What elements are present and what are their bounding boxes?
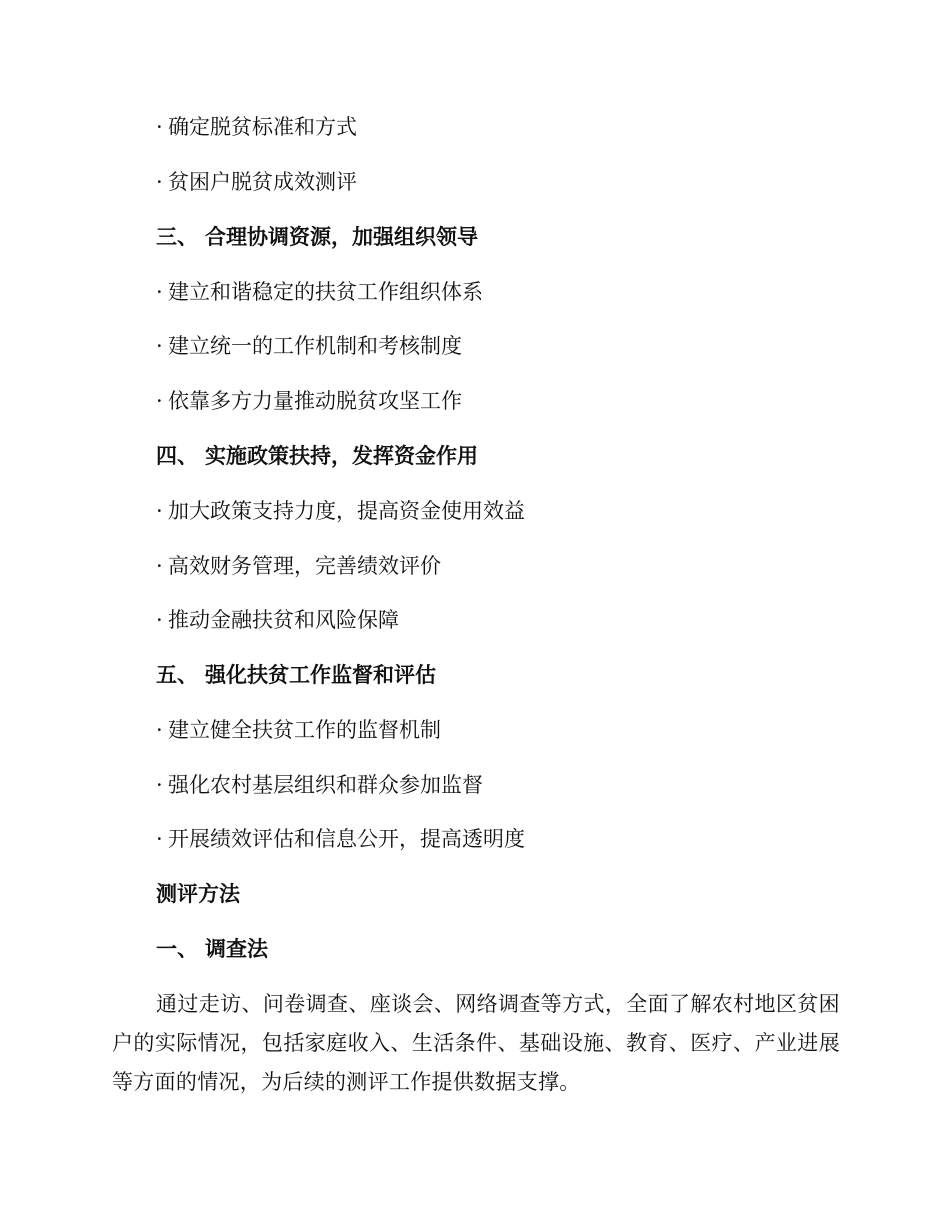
- heading-number: 三、: [156, 225, 198, 249]
- bullet-marker: ·: [156, 608, 163, 632]
- section-heading: [156, 441, 478, 471]
- bullet-text: 加大政策支持力度，提高资金使用效益: [168, 499, 525, 523]
- bullet-item: [156, 386, 462, 416]
- bullet-marker: ·: [156, 334, 163, 358]
- bullet-marker: ·: [156, 115, 163, 139]
- bullet-text: 开展绩效评估和信息公开，提高透明度: [168, 827, 525, 851]
- bullet-item: [156, 167, 357, 197]
- heading-number: 五、: [156, 663, 198, 687]
- bullet-marker: ·: [156, 280, 163, 304]
- heading-text: 调查法: [205, 937, 268, 961]
- bullet-item: [156, 824, 525, 854]
- bullet-item: [156, 551, 441, 581]
- bullet-item: [156, 605, 399, 635]
- bullet-text: 贫困户脱贫成效测评: [168, 170, 357, 194]
- heading-text: 合理协调资源，加强组织领导: [205, 225, 478, 249]
- bullet-item: [156, 277, 483, 307]
- bullet-text: 依靠多方力量推动脱贫攻坚工作: [168, 389, 462, 413]
- section-heading: [156, 934, 268, 964]
- bullet-item: [156, 331, 462, 361]
- section-heading: [156, 222, 478, 252]
- bullet-item: [156, 770, 483, 800]
- bullet-marker: ·: [156, 773, 163, 797]
- body-paragraph: 通过走访、问卷调查、座谈会、网络调查等方式，全面了解农村地区贫困户的实际情况，包括家庭收入、生活条件、基础设施、教育、医疗、产业进展等方面的情况，为后续的测评工作提供数据支撑。: [112, 992, 840, 1094]
- section-heading: [156, 660, 436, 690]
- bullet-text: 建立和谐稳定的扶贫工作组织体系: [168, 280, 483, 304]
- bullet-text: 强化农村基层组织和群众参加监督: [168, 773, 483, 797]
- bullet-marker: ·: [156, 554, 163, 578]
- bullet-item: [156, 715, 441, 745]
- section-title: 测评方法: [156, 882, 240, 906]
- bullet-text: 高效财务管理，完善绩效评价: [168, 554, 441, 578]
- bullet-marker: ·: [156, 827, 163, 851]
- bullet-text: 建立健全扶贫工作的监督机制: [168, 718, 441, 742]
- heading-number: 一、: [156, 937, 198, 961]
- heading-text: 强化扶贫工作监督和评估: [205, 663, 436, 687]
- bullet-item: [156, 112, 357, 142]
- bullet-marker: ·: [156, 718, 163, 742]
- heading-number: 四、: [156, 444, 198, 468]
- heading-text: 实施政策扶持，发挥资金作用: [205, 444, 478, 468]
- bullet-marker: ·: [156, 389, 163, 413]
- bullet-text: 推动金融扶贫和风险保障: [168, 608, 399, 632]
- bullet-text: 确定脱贫标准和方式: [168, 115, 357, 139]
- bullet-marker: ·: [156, 499, 163, 523]
- bullet-text: 建立统一的工作机制和考核制度: [168, 334, 462, 358]
- bullet-marker: ·: [156, 170, 163, 194]
- bullet-item: [156, 496, 525, 526]
